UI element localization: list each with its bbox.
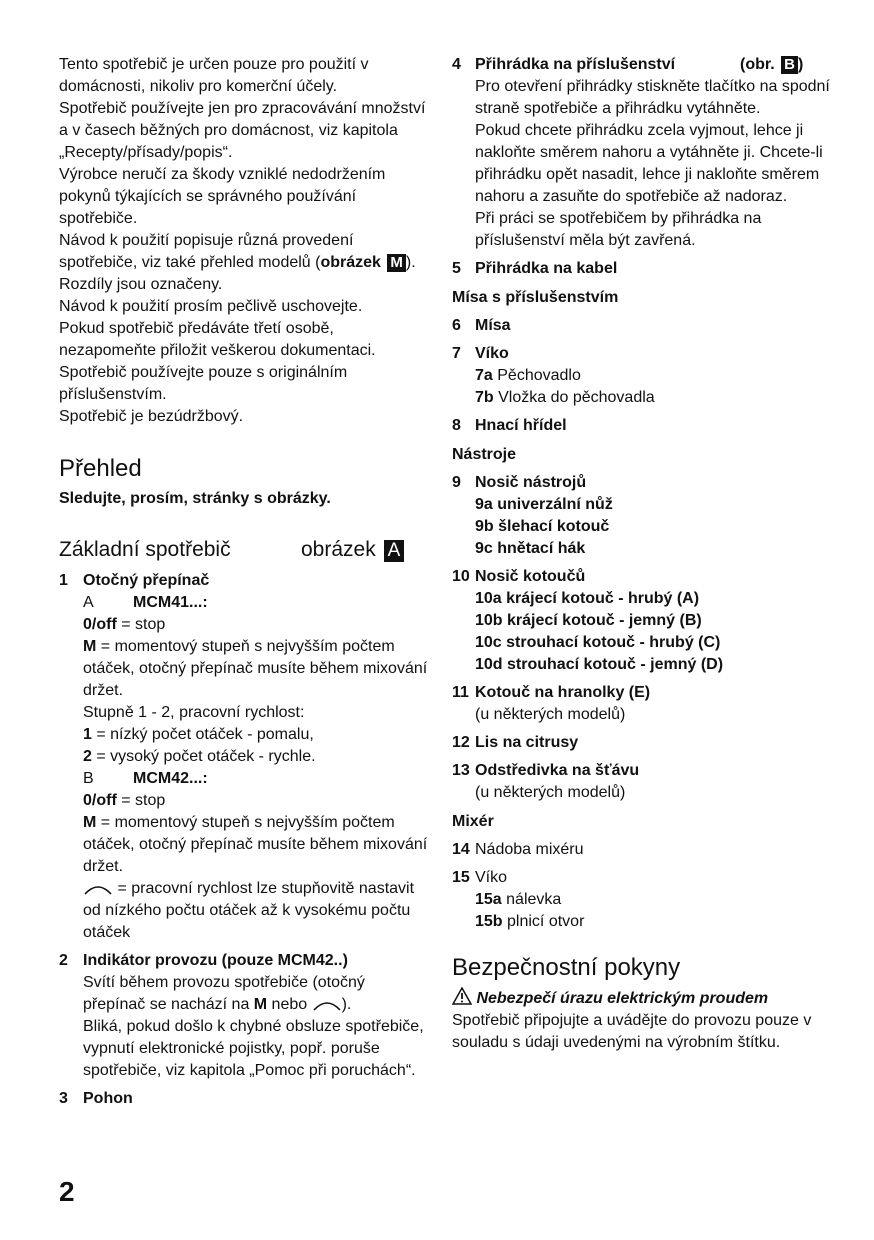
item-9-tool-carrier: 9 Nosič nástrojů 9a univerzální nůž 9b šlehací kotouč 9c hnětací hák: [452, 474, 613, 557]
item-12-citrus-press: 12 Lis na citrusy: [452, 734, 579, 751]
safety-paragraph: Spotřebič připojujte a uvádějte do provozu pouze v souladu s údaji uvedenými na výrobním štítku.: [452, 1012, 812, 1051]
figure-badge-m: M: [387, 254, 406, 272]
intro-paragraph-1: Tento spotřebič je určen pouze pro použití v domácnosti, nikoliv pro komerční účely.: [59, 56, 369, 95]
intro-paragraph-4: Návod k použití popisuje různá provedení spotřebiče, viz také přehled modelů (obrázek M ).: [59, 232, 416, 271]
intro-paragraph-6: Návod k použití prosím pečlivě uschovejte.: [59, 298, 363, 315]
page-number: 2: [59, 1176, 75, 1207]
item-5-cable-storage: 5 Přihrádka na kabel: [452, 260, 618, 277]
item-14-mixer-jug: 14 Nádoba mixéru: [452, 841, 584, 858]
section-bowl: Mísa s příslušenstvím: [452, 289, 619, 306]
intro-paragraph-9: Spotřebič je bezúdržbový.: [59, 408, 244, 425]
safety-heading: Bezpečnostní pokyny: [452, 954, 681, 981]
figure-reference-label: obrázek: [320, 254, 381, 271]
variable-speed-icon: [83, 882, 113, 896]
intro-paragraph-7: Pokud spotřebič předáváte třetí osobě, nezapomeňte přiložit veškerou dokumentaci.: [59, 320, 376, 359]
item-2-indicator: 2 Indikátor provozu (pouze MCM42..) Svítí během provozu spotřebiče (otočný přepínač se nachází na M nebo ). Bliká, pokud došlo k chybné obsluze spotřebiče, vypnutí elektronické pojistky, popř. poruše spotřebiče, viz kapitola „Pomoc při poruchách“.: [59, 952, 424, 1079]
item-7-lid: 7 Víko 7a Pěchovadlo 7b Vložka do pěchovadla: [452, 345, 655, 406]
electric-shock-warning: Nebezpečí úrazu elektrickým proudem: [452, 987, 832, 1010]
basic-figure-ref: obrázek A: [301, 536, 404, 564]
intro-paragraph-5: Rozdíly jsou označeny.: [59, 276, 223, 293]
item-4-accessory-compartment: 4 Přihrádka na příslušenství (obr. B ) Pro otevření přihrádky stiskněte tlačítko na spodní straně spotřebiče a přihrádku vytáhněte. Pokud chcete přihrádku zcela vyjmout, lehce ji nakloňte směrem nahoru a vytáhněte ji. Chcete-li přihrádku opět nasadit, lehce ji nakloňte směrem nahoru a zasuňte do spotřebiče až nadoraz. Při práci se spotřebičem by přihrádka na příslušenství měla být zavřená.: [452, 56, 830, 249]
item-1-rotary-switch: 1 Otočný přepínač A MCM41...: 0/off = stop M = momentový stupeň s nejvyšším počtem otáček, otočný přepínač musíte během mixování držet. Stupně 1 - 2, pracovní rychlost: 1 = nízký počet otáček - pomalu, 2 = vysoký počet otáček - rychle. B MCM42...: 0/off = stop M = momentový stupeň s nejvyšším počtem otáček, otočný přepínač musíte během mixování držet. = pracovní rychlost lze stupňovitě nastavit od nízkého počtu otáček až k vysokému počtu otáček: [59, 572, 428, 941]
intro-paragraph-2: Spotřebič používejte jen pro zpracovávání množství a v časech běžných pro domácnost, viz kapitola „Recepty/přísady/popis“.: [59, 100, 426, 161]
variable-speed-icon: [312, 998, 342, 1012]
figure-badge-b: B: [781, 56, 798, 74]
item-6-bowl: 6 Mísa: [452, 317, 511, 334]
overview-subtitle: Sledujte, prosím, stránky s obrázky.: [59, 490, 331, 507]
figure-badge-a: A: [384, 540, 405, 562]
item-10-disc-carrier: 10 Nosič kotoučů 10a krájecí kotouč - hrubý (A) 10b krájecí kotouč - jemný (B) 10c strouhací kotouč - hrubý (C) 10d strouhací kotouč - jemný (D): [452, 568, 724, 673]
item-15-mixer-lid: 15 Víko 15a nálevka 15b plnicí otvor: [452, 869, 585, 930]
basic-appliance-heading: Základní spotřebič obrázek A: [59, 536, 429, 564]
intro-paragraph-3: Výrobce neručí za škody vzniklé nedodržením pokynů týkajících se správného používání spotřebiče.: [59, 166, 386, 227]
overview-heading: Přehled: [59, 455, 142, 482]
section-mixer: Mixér: [452, 813, 494, 830]
section-tools: Nástroje: [452, 446, 517, 463]
item-11-fries-disc: 11 Kotouč na hranolky (E) (u některých modelů): [452, 684, 651, 723]
item-13-juicer: 13 Odstředivka na šťávu (u některých modelů): [452, 762, 640, 801]
warning-triangle-icon: [452, 987, 472, 1005]
intro-paragraph-8: Spotřebič používejte pouze s originálním příslušenstvím.: [59, 364, 348, 403]
left-column: [59, 54, 429, 1110]
item-8-drive-shaft: 8 Hnací hřídel: [452, 417, 567, 434]
item-3-drive: 3 Pohon: [59, 1090, 133, 1107]
right-column: [452, 54, 832, 1054]
